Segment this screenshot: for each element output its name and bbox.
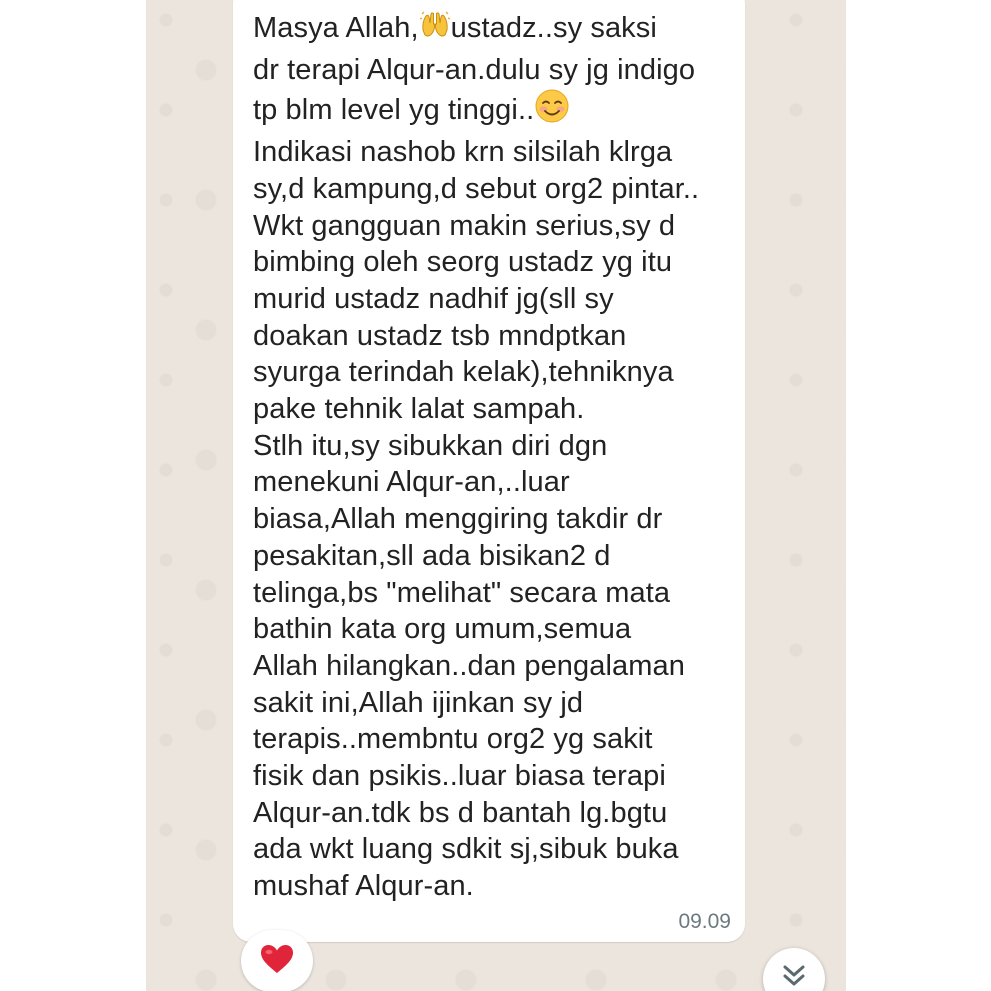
message-line-5: sy,d kampung,d sebut org2 pintar..	[253, 172, 700, 205]
message-line-13: menekuni Alqur-an,..luar	[253, 466, 570, 499]
message-bubble[interactable]	[233, 0, 745, 942]
message-line-23: ada wkt luang sdkit sj,sibuk buka	[253, 833, 679, 866]
message-timestamp: 09.09	[678, 910, 731, 933]
message-line-9: doakan ustadz tsb mndptkan	[253, 319, 627, 352]
message-line-21: fisik dan psikis..luar biasa terapi	[253, 760, 666, 793]
message-line-15: pesakitan,sll ada bisikan2 d	[253, 539, 611, 572]
message-line-3-text: tp blm level yg tinggi..	[253, 94, 535, 127]
message-line-1b-text: ustadz..sy saksi	[450, 12, 657, 44]
message-line-4: Indikasi nashob krn silsilah klrga	[253, 136, 673, 169]
message-line-1	[253, 10, 741, 52]
message-line-6: Wkt gangguan makin serius,sy d	[253, 209, 676, 242]
message-line-16: telinga,bs "melihat" secara mata	[253, 576, 671, 609]
message-line-24: mushaf Alqur-an.	[253, 870, 474, 903]
message-line-17: bathin kata org umum,semua	[253, 613, 632, 646]
message-line-2: dr terapi Alqur-an.dulu sy jg indigo	[253, 53, 696, 86]
message-line-18: Allah hilangkan..dan pengalaman	[253, 649, 685, 682]
message-line-10: syurga terindah kelak),tehniknya	[253, 356, 674, 389]
smiling-face-emoji-icon	[534, 88, 570, 134]
raising-hands-emoji-icon	[419, 10, 451, 52]
message-line-7: bimbing oleh seorg ustadz yg itu	[253, 246, 673, 279]
message-line-20: terapis..membntu org2 yg sakit	[253, 723, 653, 756]
message-line-19: sakit ini,Allah ijinkan sy jd	[253, 686, 584, 719]
scroll-to-bottom-button[interactable]	[763, 948, 825, 991]
message-line-3	[253, 88, 741, 134]
message-text	[253, 10, 741, 905]
message-line-12: Stlh itu,sy sibukkan diri dgn	[253, 429, 608, 462]
heart-reaction[interactable]	[241, 930, 313, 991]
double-chevron-down-icon	[780, 964, 808, 991]
red-heart-icon	[259, 943, 295, 979]
message-line-14: biasa,Allah menggiring takdir dr	[253, 503, 663, 536]
message-line-22: Alqur-an.tdk bs d bantah lg.bgtu	[253, 796, 668, 829]
message-line-11: pake tehnik lalat sampah.	[253, 393, 585, 426]
message-line-1-text: Masya Allah,	[253, 12, 419, 44]
message-line-8: murid ustadz nadhif jg(sll sy	[253, 282, 614, 315]
chat-background	[146, 0, 846, 991]
